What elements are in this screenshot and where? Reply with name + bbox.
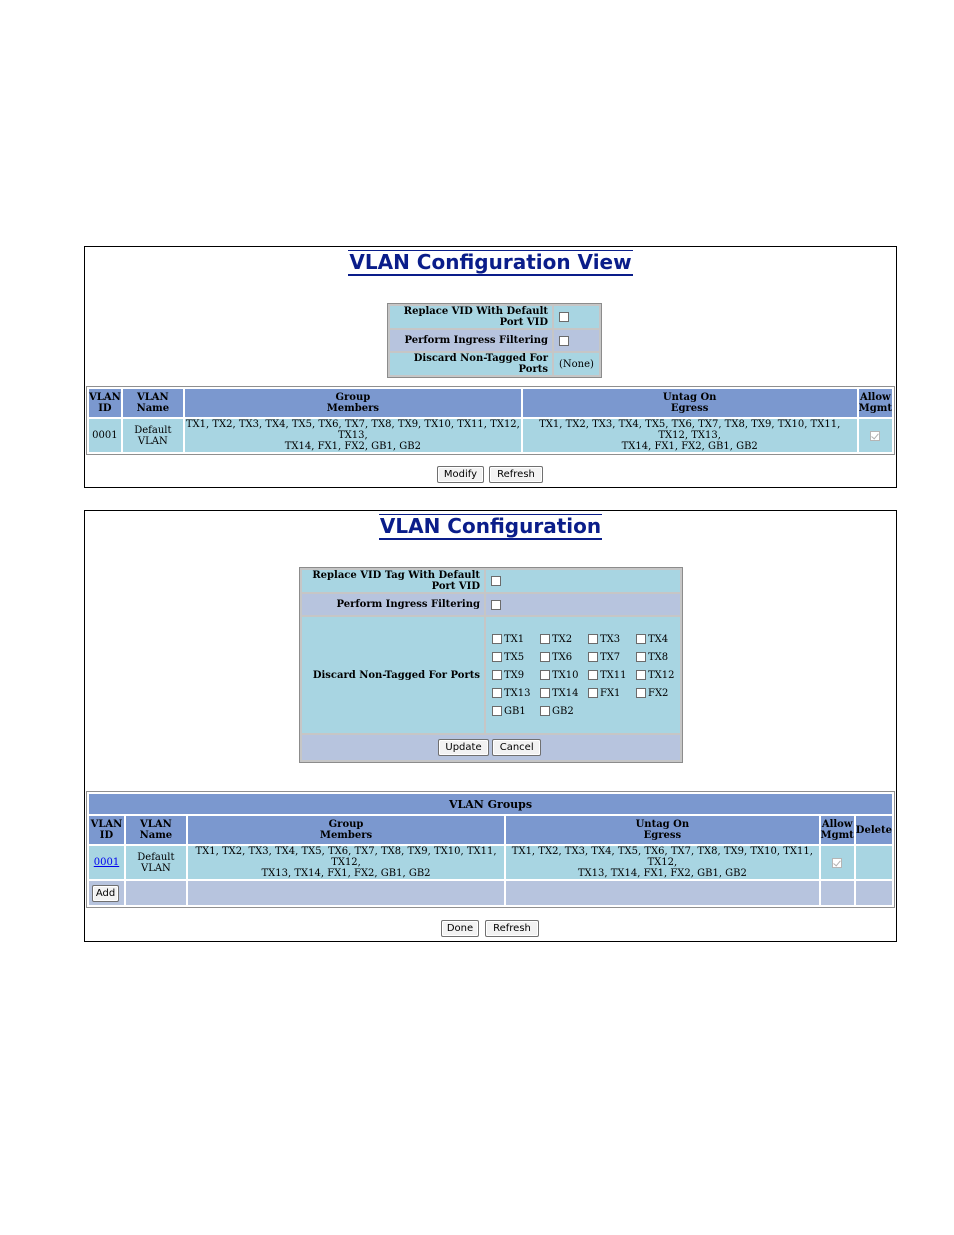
port-tx3[interactable] — [588, 634, 636, 645]
port-label: TX12 — [648, 669, 675, 681]
refresh-button[interactable]: Refresh — [485, 920, 539, 937]
port-label: TX14 — [552, 687, 579, 699]
replace-vid-tag-label: Replace VID Tag With Default Port VID — [302, 570, 484, 592]
config-title-text: VLAN Configuration — [379, 514, 602, 538]
port-tx13[interactable] — [492, 688, 540, 699]
ingress-filter-label: Perform Ingress Filtering — [390, 330, 552, 351]
port-label: TX13 — [504, 687, 531, 699]
col-vlan-name: VLAN Name — [123, 389, 183, 417]
cell-untag-egress: TX1, TX2, TX3, TX4, TX5, TX6, TX7, TX8, TX9, TX10, TX11, TX12, TX13, TX14, FX1, FX2, GB1, GB2 — [523, 419, 857, 452]
col-untag-egress: Untag On Egress — [523, 389, 857, 417]
vlan-groups-table — [86, 791, 895, 908]
port-tx11-checkbox[interactable] — [588, 670, 598, 680]
port-label: TX11 — [600, 669, 627, 681]
discard-untagged-label: Discard Non-Tagged For Ports — [302, 617, 484, 733]
cell-group-members: TX1, TX2, TX3, TX4, TX5, TX6, TX7, TX8, TX9, TX10, TX11, TX12, TX13, TX14, FX1, FX2, GB1, GB2 — [188, 846, 504, 879]
col-group-members: Group Members — [188, 816, 504, 844]
port-tx8[interactable] — [636, 652, 676, 663]
port-label: TX4 — [648, 633, 669, 645]
port-tx9[interactable] — [492, 670, 540, 681]
view-options-table — [387, 303, 602, 378]
replace-vid-label: Replace VID With Default Port VID — [390, 306, 552, 328]
empty-cell — [188, 881, 504, 905]
port-tx13-checkbox[interactable] — [492, 688, 502, 698]
port-gb1[interactable] — [492, 706, 540, 717]
port-fx1-checkbox[interactable] — [588, 688, 598, 698]
cell-vlan-name: Default VLAN — [126, 846, 186, 879]
table-row — [89, 419, 892, 452]
update-button[interactable]: Update — [438, 739, 489, 756]
empty-cell — [856, 881, 892, 905]
cell-untag-egress: TX1, TX2, TX3, TX4, TX5, TX6, TX7, TX8, TX9, TX10, TX11, TX12, TX13, TX14, FX1, FX2, GB1, GB2 — [506, 846, 818, 879]
done-button[interactable]: Done — [441, 920, 479, 937]
port-tx9-checkbox[interactable] — [492, 670, 502, 680]
port-tx12-checkbox[interactable] — [636, 670, 646, 680]
col-vlan-name: VLAN Name — [126, 816, 186, 844]
port-tx6-checkbox[interactable] — [540, 652, 550, 662]
table-footer-row — [89, 881, 892, 905]
port-tx4-checkbox[interactable] — [636, 634, 646, 644]
port-tx1-checkbox[interactable] — [492, 634, 502, 644]
page-title — [85, 250, 896, 276]
cell-vlan-id: 0001 — [89, 419, 121, 452]
port-fx1[interactable] — [588, 688, 636, 699]
cell-allow-mgmt — [821, 846, 854, 879]
port-tx8-checkbox[interactable] — [636, 652, 646, 662]
port-gb2[interactable] — [540, 706, 588, 717]
port-tx6[interactable] — [540, 652, 588, 663]
discard-untagged-value: (None) — [554, 353, 599, 375]
page-title — [85, 514, 896, 540]
config-options-table — [299, 567, 683, 763]
port-label: GB1 — [504, 705, 526, 717]
vlan-config-panel — [84, 510, 897, 942]
port-tx5-checkbox[interactable] — [492, 652, 502, 662]
cell-vlan-name: Default VLAN — [123, 419, 183, 452]
vlan-groups-caption: VLAN Groups — [89, 794, 892, 814]
port-label: TX10 — [552, 669, 579, 681]
port-tx2-checkbox[interactable] — [540, 634, 550, 644]
col-vlan-id: VLAN ID — [89, 816, 124, 844]
refresh-button[interactable]: Refresh — [489, 466, 543, 483]
ingress-filter-label: Perform Ingress Filtering — [302, 594, 484, 615]
col-delete: Delete — [856, 816, 892, 844]
port-tx10[interactable] — [540, 670, 588, 681]
cancel-button[interactable]: Cancel — [492, 739, 541, 756]
port-gb1-checkbox[interactable] — [492, 706, 502, 716]
table-row — [89, 846, 892, 879]
port-label: TX1 — [504, 633, 525, 645]
port-fx2[interactable] — [636, 688, 676, 699]
port-label: GB2 — [552, 705, 574, 717]
col-allow-mgmt: Allow Mgmt — [859, 389, 892, 417]
vlan-id-link[interactable]: 0001 — [93, 857, 120, 868]
port-tx14[interactable] — [540, 688, 588, 699]
port-tx7[interactable] — [588, 652, 636, 663]
port-tx5[interactable] — [492, 652, 540, 663]
port-tx14-checkbox[interactable] — [540, 688, 550, 698]
port-label: TX7 — [600, 651, 621, 663]
port-label: FX1 — [600, 687, 621, 699]
port-label: TX3 — [600, 633, 621, 645]
col-untag-egress: Untag On Egress — [506, 816, 818, 844]
cell-allow-mgmt — [859, 419, 892, 452]
port-label: TX2 — [552, 633, 573, 645]
vlan-view-table — [86, 386, 895, 455]
port-tx12[interactable] — [636, 670, 676, 681]
port-tx1[interactable] — [492, 634, 540, 645]
discard-untagged-label: Discard Non-Tagged For Ports — [390, 353, 552, 375]
port-tx4[interactable] — [636, 634, 676, 645]
empty-cell — [126, 881, 186, 905]
vlan-config-view-panel — [84, 246, 897, 488]
port-tx10-checkbox[interactable] — [540, 670, 550, 680]
ingress-filter-checkbox[interactable] — [491, 600, 501, 610]
cell-group-members: TX1, TX2, TX3, TX4, TX5, TX6, TX7, TX8, TX9, TX10, TX11, TX12, TX13, TX14, FX1, FX2, GB1, GB2 — [185, 419, 520, 452]
view-title-text: VLAN Configuration View — [349, 250, 632, 274]
replace-vid-checkbox[interactable] — [559, 312, 569, 322]
port-tx11[interactable] — [588, 670, 636, 681]
cell-delete — [856, 846, 892, 879]
port-gb2-checkbox[interactable] — [540, 706, 550, 716]
port-label: TX8 — [648, 651, 669, 663]
port-label: FX2 — [648, 687, 669, 699]
port-fx2-checkbox[interactable] — [636, 688, 646, 698]
modify-button[interactable]: Modify — [437, 466, 484, 483]
port-tx2[interactable] — [540, 634, 588, 645]
port-label: TX9 — [504, 669, 525, 681]
empty-cell — [506, 881, 818, 905]
port-checkbox-grid — [486, 630, 680, 721]
replace-vid-tag-checkbox[interactable] — [491, 576, 501, 586]
port-label: TX6 — [552, 651, 573, 663]
allow-mgmt-checkbox — [832, 858, 842, 868]
col-vlan-id: VLAN ID — [89, 389, 121, 417]
port-label: TX5 — [504, 651, 525, 663]
allow-mgmt-checkbox — [870, 431, 880, 441]
port-tx7-checkbox[interactable] — [588, 652, 598, 662]
cell-vlan-id — [89, 846, 124, 879]
ingress-filter-checkbox[interactable] — [559, 336, 569, 346]
empty-cell — [821, 881, 854, 905]
cell-add — [89, 881, 124, 905]
col-allow-mgmt: Allow Mgmt — [821, 816, 854, 844]
col-group-members: Group Members — [185, 389, 521, 417]
port-tx3-checkbox[interactable] — [588, 634, 598, 644]
add-button[interactable]: Add — [92, 885, 119, 902]
